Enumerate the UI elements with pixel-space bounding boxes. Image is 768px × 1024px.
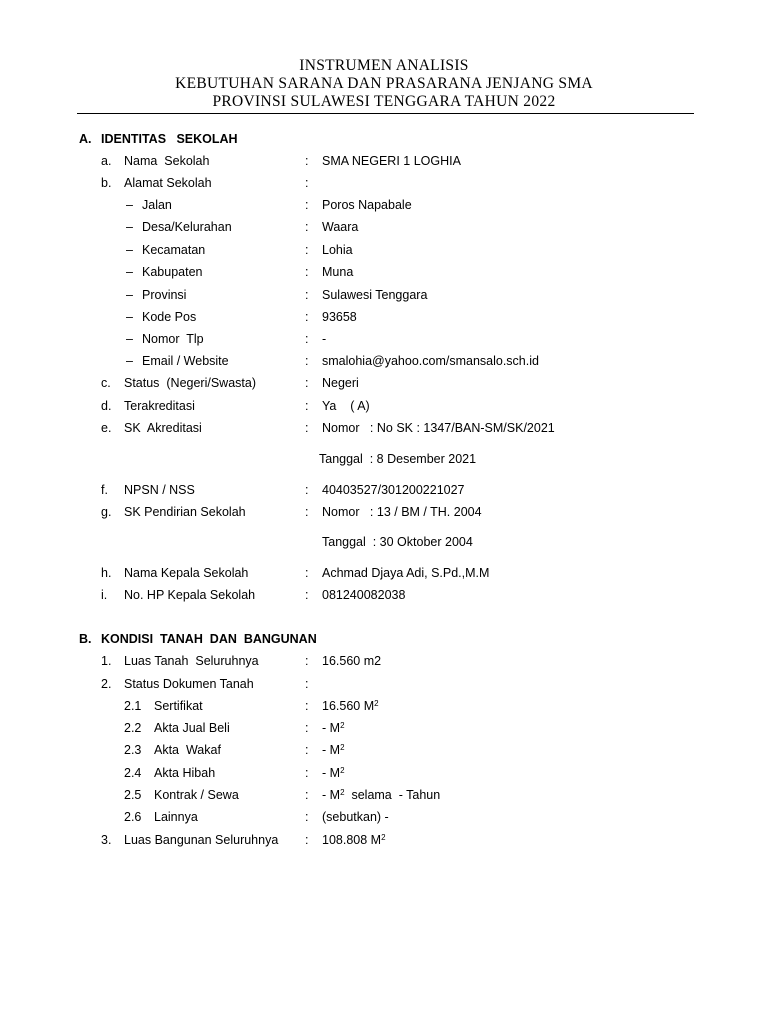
item-value: - $M^2$ [322,721,345,735]
item-marker: – [126,243,133,257]
item-colon: : [305,766,309,780]
item-label: Akta Hibah [154,766,216,780]
item-value: Nomor : 13 / BM / TH. 2004 [322,505,482,519]
item-label: Akta Jual Beli [154,721,230,735]
item-value: Poros Napabale [322,198,412,212]
item-marker: h. [101,566,112,580]
item-marker: 2. [101,677,112,691]
item-colon: : [305,220,309,234]
item-marker: 2.3 [124,743,142,757]
item-marker: c. [101,376,111,390]
item-value: 16.560 $M^2$ [322,699,379,713]
item-marker: a. [101,154,112,168]
item-marker: 2.1 [124,699,142,713]
item-colon: : [305,833,309,847]
item-colon: : [305,421,309,435]
item-marker: – [126,265,133,279]
item-colon: : [305,788,309,802]
header-divider [77,113,694,114]
superscript: 2 [374,699,379,708]
superscript: 2 [340,721,345,730]
item-colon: : [305,354,309,368]
item-value: Lohia [322,243,353,257]
item-value: 081240082038 [322,588,406,602]
item-label: NPSN / NSS [124,483,195,497]
item-label: Nama Kepala Sekolah [124,566,249,580]
item-value: 40403527/301200221027 [322,483,465,497]
item-colon: : [305,198,309,212]
item-value: 108.808 $M^2$ [322,833,386,847]
item-value: SMA NEGERI 1 LOGHIA [322,154,461,168]
item-label: Terakreditasi [124,399,195,413]
item-value: Tanggal : 8 Desember 2021 [319,452,477,466]
item-label: Luas Bangunan Seluruhnya [124,833,279,847]
item-label: Jalan [142,198,172,212]
item-value: Muna [322,265,354,279]
superscript: 2 [340,766,345,775]
item-marker: – [126,220,133,234]
item-label: Desa/Kelurahan [142,220,232,234]
superscript: 2 [340,743,345,752]
document-title-line-2: KEBUTUHAN SARANA DAN PRASARANA JENJANG SMA [175,75,593,92]
item-value: - $M^2$ [322,743,345,757]
section-a-marker: A. [79,132,92,146]
item-colon: : [305,677,309,691]
section-b-marker: B. [79,632,92,646]
item-label: Provinsi [142,288,187,302]
item-label: Status Dokumen Tanah [124,677,254,691]
item-colon: : [305,265,309,279]
item-label: Email / Website [142,354,229,368]
item-colon: : [305,154,309,168]
item-marker: 2.2 [124,721,142,735]
section-a-title: IDENTITAS SEKOLAH [101,132,238,146]
item-colon: : [305,288,309,302]
item-marker: 1. [101,654,112,668]
item-colon: : [305,588,309,602]
item-colon: : [305,810,309,824]
item-label: Kecamatan [142,243,206,257]
item-value: 16.560 m2 [322,654,382,668]
item-marker: 2.4 [124,766,142,780]
item-value: Negeri [322,376,359,390]
item-colon: : [305,505,309,519]
document-title-line-3: PROVINSI SULAWESI TENGGARA TAHUN 2022 [212,93,556,110]
item-marker: b. [101,176,112,190]
item-value: smalohia@yahoo.com/smansalo.sch.id [322,354,539,368]
item-value: (sebutkan) - [322,810,389,824]
document-title-line-1: INSTRUMEN ANALISIS [299,57,469,74]
item-colon: : [305,743,309,757]
item-value: Ya ( A) [322,399,370,413]
item-marker: – [126,198,133,212]
item-marker: – [126,332,133,346]
item-label: Nama Sekolah [124,154,210,168]
item-marker: 2.6 [124,810,142,824]
item-marker: 3. [101,833,112,847]
item-value: Sulawesi Tenggara [322,288,428,302]
item-colon: : [305,310,309,324]
item-value: - $M^2$ [322,766,345,780]
item-marker: f. [101,483,108,497]
item-label: Nomor Tlp [142,332,204,346]
item-colon: : [305,699,309,713]
item-label: Akta Wakaf [154,743,221,757]
item-colon: : [305,399,309,413]
item-colon: : [305,176,309,190]
item-marker: – [126,354,133,368]
item-label: SK Pendirian Sekolah [124,505,246,519]
item-colon: : [305,721,309,735]
item-value: - [322,332,327,346]
item-value: Waara [322,220,359,234]
item-label: SK Akreditasi [124,421,202,435]
item-value: 93658 [322,310,357,324]
item-colon: : [305,332,309,346]
item-label: Sertifikat [154,699,203,713]
item-marker: i. [101,588,108,602]
item-colon: : [305,376,309,390]
superscript: 2 [340,788,345,797]
item-marker: d. [101,399,112,413]
item-marker: – [126,310,133,324]
item-value: - $M^2$ selama - Tahun [322,788,441,802]
item-label: Luas Tanah Seluruhnya [124,654,259,668]
item-value: Achmad Djaya Adi, S.Pd.,M.M [322,566,490,580]
item-colon: : [305,566,309,580]
item-value: Tanggal : 30 Oktober 2004 [322,535,473,549]
item-value: Nomor : No SK : 1347/BAN-SM/SK/2021 [322,421,555,435]
item-label: Kabupaten [142,265,203,279]
item-colon: : [305,483,309,497]
item-marker: – [126,288,133,302]
superscript: 2 [381,833,386,842]
item-label: Lainnya [154,810,198,824]
item-label: Kode Pos [142,310,197,324]
item-marker: g. [101,505,112,519]
item-marker: e. [101,421,112,435]
item-colon: : [305,654,309,668]
item-label: Kontrak / Sewa [154,788,239,802]
item-label: No. HP Kepala Sekolah [124,588,256,602]
item-label: Status (Negeri/Swasta) [124,376,256,390]
item-marker: 2.5 [124,788,142,802]
item-label: Alamat Sekolah [124,176,212,190]
section-b-title: KONDISI TANAH DAN BANGUNAN [101,632,317,646]
item-colon: : [305,243,309,257]
